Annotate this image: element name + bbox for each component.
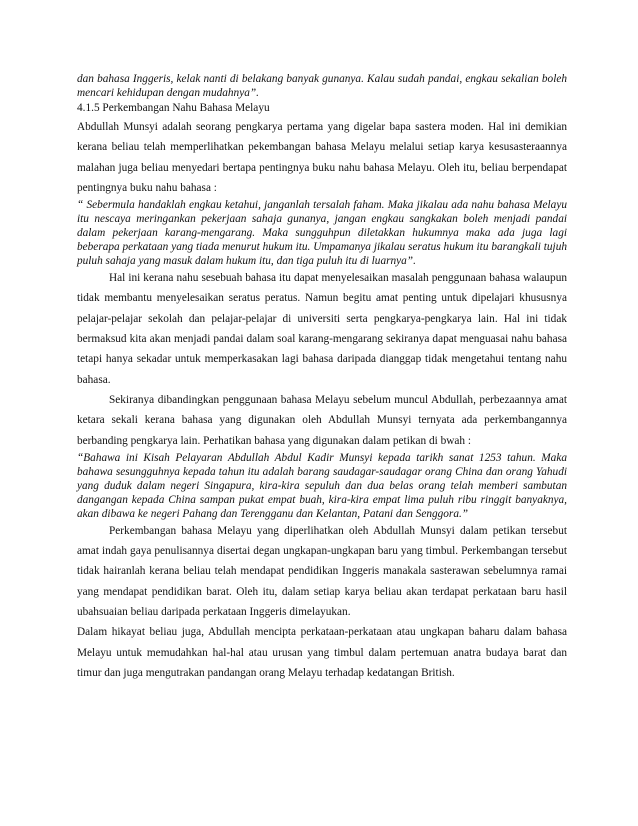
paragraph-5: Dalam hikayat beliau juga, Abdullah mencipta perkataan-perkataan atau ungkapan baharu dalam bahasa Melayu untuk memudahkan hal-hal atau urusan yang timbul dalam pertemuan anatra budaya barat dan timur dan juga mengutrakan pandangan orang Melayu terhadap kedatangan British.: [77, 626, 567, 679]
quote-2: “Bahawa ini Kisah Pelayaran Abdullah Abdul Kadir Munsyi kepada tarikh sanat 1253 tahun. Maka bahawa sesungguhnya kepada tahun itu adalah barang saudagar-saudagar orang China dan orang Yahudi yang duduk dalam negeri Singapura, kira-kira sepuluh dan dua belas orang telah memberi sambutan dangangan kepada China sampan pukat empat buah, kira-kira empat lima puluh ribu ringgit banyaknya, akan dibawa ke negeri Pahang dan Terengganu dan Kelantan, Patani dan Senggora.”: [77, 451, 567, 520]
intro-quote: dan bahasa Inggeris, kelak nanti di belakang banyak gunanya. Kalau sudah pandai, engkau sekalian boleh mencari kehidupan dengan mudahnya”.: [77, 73, 567, 99]
section-heading: 4.1.5 Perkembangan Nahu Bahasa Melayu: [77, 102, 270, 114]
paragraph-4: Perkembangan bahasa Melayu yang diperlihatkan oleh Abdullah Munsyi dalam petikan tersebut amat indah gaya penulisannya disertai degan ungkapan-ungkapan baru yang timbul. Perkembangan tersebut tidak hairanlah kerana beliau telah mendapat pendidikan Inggeris manakala sasterawan sebelumnya ramai yang mendapat pendidikan barat. Oleh itu, dalam setiap karya beliau akan terdapat perkataan baru hasil ubahsuaian beliau daripada perkataan Inggeris dimelayukan.: [77, 524, 567, 619]
quote-1: “ Sebermula handaklah engkau ketahui, janganlah tersalah faham. Maka jikalau ada nahu bahasa Melayu itu nescaya meringankan pekerjaan sahaja gunanya, jangan engkau sangkakan boleh menjadi pandai dalam pekerjaan karang-mengarang. Maka sungguhpun diletakkan hukumnya maka ada juga lagi beberapa perkataan yang tiada menurut hukum itu. Umpamanya jikalau seratus hukum itu barangkali tujuh puluh sahaja yang masuk dalam hukum itu, dan tiga puluh itu di luarnya”.: [77, 199, 567, 268]
document-page: [77, 72, 567, 683]
paragraph-3: Sekiranya dibandingkan penggunaan bahasa Melayu sebelum muncul Abdullah, perbezaannya amat ketara sekali kerana bahasa yang digunakan oleh Abdullah Munsyi ternyata ada perkembangannya berbanding pengkarya lain. Perhatikan bahasa yang digunakan dalam petikan di bwah :: [77, 393, 567, 447]
paragraph-2: Hal ini kerana nahu sesebuah bahasa itu dapat menyelesaikan masalah penggunaan bahasa walaupun tidak membantu menyelesaikan seratus peratus. Namun begitu amat penting untuk dipelajari khususnya pelajar-pelajar sekolah dan pelajar-pelajar di universiti serta pengkarya-pengkarya lain. Hal ini tidak bermaksud kita akan menjadi pandai dalam soal karang-mengarang sekiranya dapat menguasai nahu bahasa tetapi hanya sekadar untuk memperkasakan lagi bahasa daripada dianggap tidak mengetahui tentang nahu bahasa.: [77, 272, 567, 386]
paragraph-1: Abdullah Munsyi adalah seorang pengkarya pertama yang digelar bapa sastera moden. Hal ini demikian kerana beliau telah memperlihatkan pekembangan bahasa Melayu melalui setiap karya kesusasteraannya malahan juga beliau menyedari bertapa pentingnya buku nahu bahasa Melayu. Oleh itu, beliau berpendapat pentingnya buku nahu bahasa :: [77, 121, 567, 194]
